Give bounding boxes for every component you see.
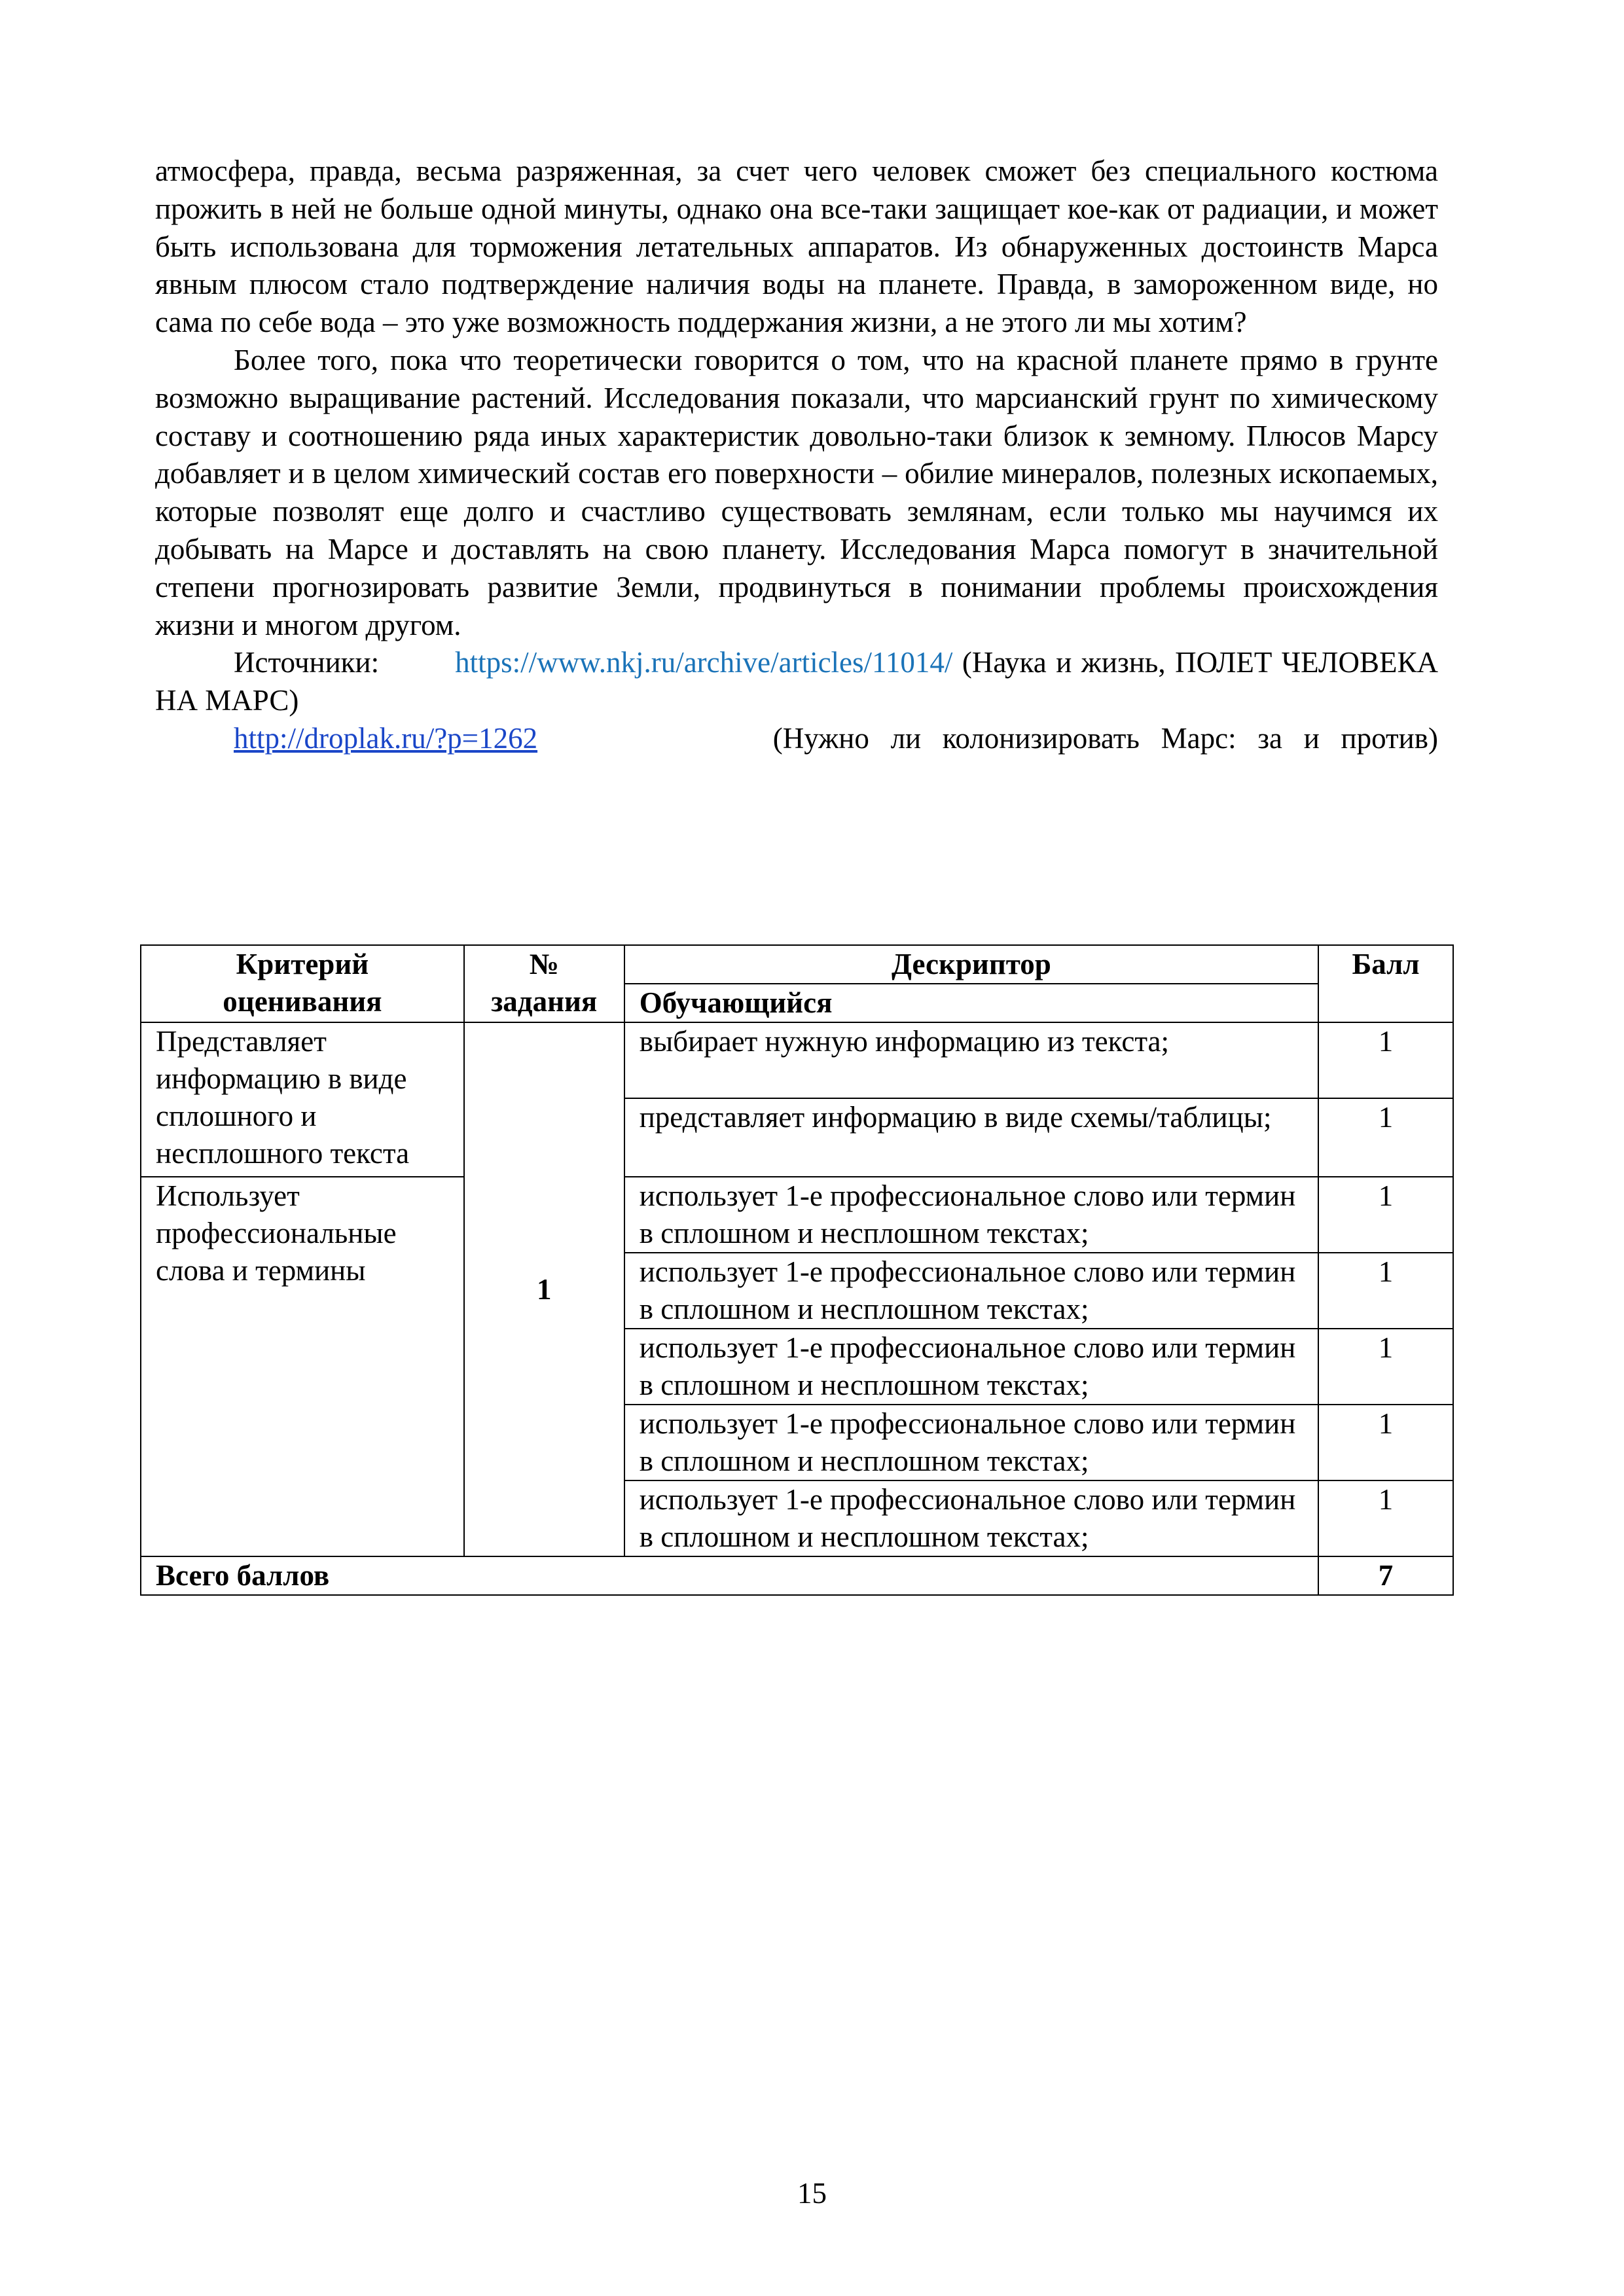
total-label: Всего баллов	[141, 1556, 1318, 1595]
paragraph-mars-soil: Более того, пока что теоретически говорится о том, что на красной планете прямо в грунте возможно выращивание растений. Исследования показали, что марсианский грунт по химическому составу и соотношению ряда иных характеристик довольно-таки близок к земному. Плюсов Марсу добавляет и в целом химический состав его поверхности – обилие минералов, полезных ископаемых, которые позволят еще долго и счастливо существовать землянам, если только мы научимся их добывать на Марсе и доставлять на свою планету. Исследования Марса помогут в значительной степени прогнозировать развитие Земли, продвинуться в понимании проблемы происхождения жизни и многом другом.	[155, 343, 1438, 641]
total-row	[141, 1556, 1453, 1595]
table-header-row	[141, 945, 1453, 984]
source-link-droplak[interactable]: http://droplak.ru/?p=1262	[234, 721, 538, 755]
score-cell: 1	[1318, 1177, 1453, 1253]
header-score: Балл	[1318, 945, 1453, 1022]
score-cell: 1	[1318, 1405, 1453, 1480]
body-text	[155, 152, 1438, 758]
table-row	[141, 1022, 1453, 1098]
page-number: 15	[797, 2177, 827, 2210]
criterion-1: Представляет информацию в виде сплошного и несплошного текста	[141, 1022, 464, 1177]
descriptor-cell: использует 1-е профессиональное слово или термин в сплошном и несплошном текстах;	[624, 1405, 1318, 1480]
descriptor-cell: использует 1-е профессиональное слово или термин в сплошном и несплошном текстах;	[624, 1253, 1318, 1329]
descriptor-cell: использует 1-е профессиональное слово или термин в сплошном и несплошном текстах;	[624, 1329, 1318, 1405]
task-number: 1	[464, 1022, 624, 1556]
sources-label: Источники:	[234, 646, 380, 679]
table-row	[141, 1177, 1453, 1253]
descriptor-cell: выбирает нужную информацию из текста;	[624, 1022, 1318, 1098]
source-desc-nkj: (Наука и жизнь, ПОЛЕТ ЧЕЛОВЕКА НА МАРС)	[155, 646, 1438, 717]
sources-line	[155, 644, 1438, 720]
score-cell: 1	[1318, 1253, 1453, 1329]
total-value: 7	[1318, 1556, 1453, 1595]
header-task-number: № задания	[464, 945, 624, 1022]
descriptor-cell: представляет информацию в виде схемы/таблицы;	[624, 1098, 1318, 1177]
descriptor-cell: использует 1-е профессиональное слово или термин в сплошном и несплошном текстах;	[624, 1177, 1318, 1253]
source-desc-droplak: (Нужно ли колонизировать Марс: за и против)	[772, 721, 1438, 755]
score-cell: 1	[1318, 1480, 1453, 1556]
source-link-nkj[interactable]: https://www.nkj.ru/archive/articles/11014/	[455, 646, 953, 679]
score-cell: 1	[1318, 1098, 1453, 1177]
score-cell: 1	[1318, 1022, 1453, 1098]
descriptor-cell: использует 1-е профессиональное слово или термин в сплошном и несплошном текстах;	[624, 1480, 1318, 1556]
assessment-table	[140, 944, 1454, 1596]
score-cell: 1	[1318, 1329, 1453, 1405]
header-criterion: Критерий оценивания	[141, 945, 464, 1022]
header-descriptor: Дескриптор	[624, 945, 1318, 984]
paragraph-continuation: атмосфера, правда, весьма разряженная, за счет чего человек сможет без специального костюма прожить в ней не больше одной минуты, однако она все-таки защищает кое-как от радиации, и может быть использована для торможения летательных аппаратов. Из обнаруженных достоинств Марса явным плюсом стало подтверждение наличия воды на планете. Правда, в замороженном виде, но сама по себе вода – это уже возможность поддержания жизни, а не этого ли мы хотим?	[155, 154, 1438, 339]
sources-line-2	[155, 720, 1438, 758]
criterion-2: Использует профессиональные слова и термины	[141, 1177, 464, 1556]
header-learner: Обучающийся	[624, 984, 1318, 1022]
